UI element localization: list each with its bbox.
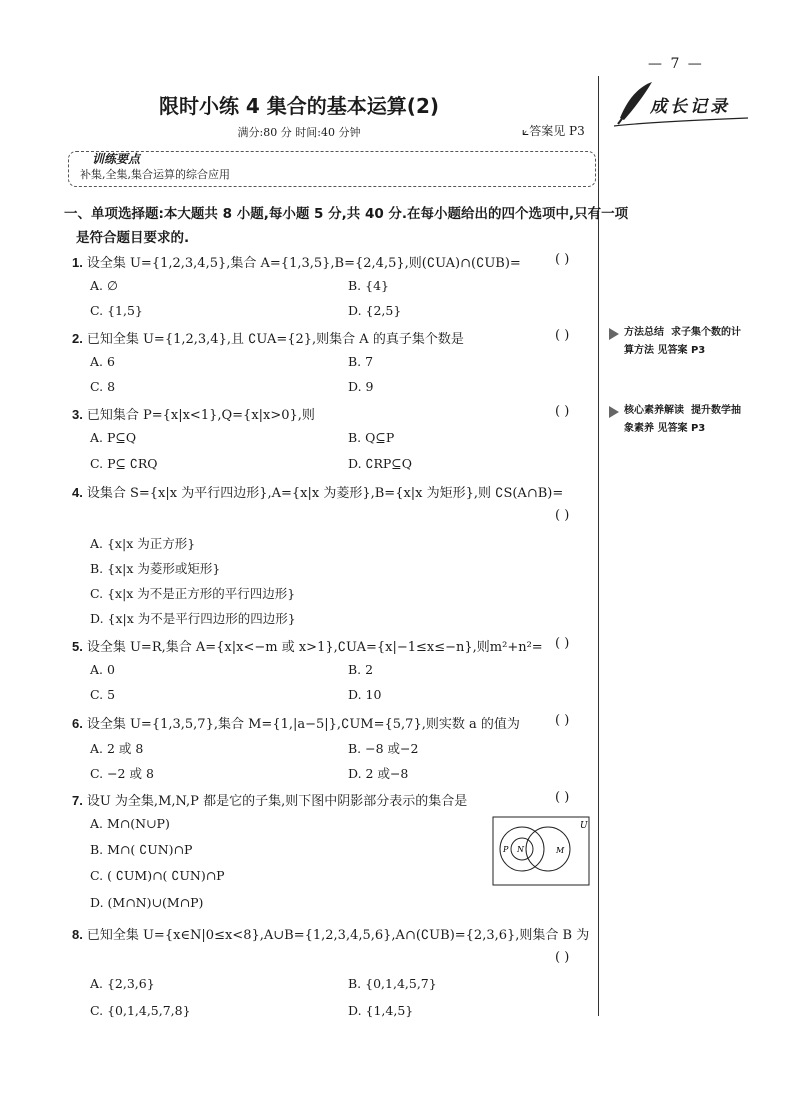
q6-option-d: D. 2 或−8 [348,766,409,781]
q5-option-a: A. 0 [90,662,115,677]
q8-option-c: C. {0,1,4,5,7,8} [90,1003,191,1018]
q4-option-d: D. {x|x 为不是平行四边形的四边形} [90,611,296,626]
q6-option-b: B. −8 或−2 [348,741,419,756]
q1-option-b: B. {4} [348,278,389,293]
question-4: 4. 设集合 S={x|x 为平行四边形},A={x|x 为菱形},B={x|x 为矩形},则 ∁S(A∩B)= [72,485,564,501]
venn-label-u: U [580,821,588,831]
answer-paren-3: ( ) [555,404,570,419]
q4-option-c: C. {x|x 为不是正方形的平行四边形} [90,586,296,601]
q3-option-d: D. ∁RP⊆Q [348,456,413,471]
q8-option-d: D. {1,4,5} [348,1003,414,1018]
answer-reference: ⟀答案见 P3 [522,124,585,138]
q7-option-b: B. M∩( ∁UN)∩P [90,842,193,857]
q1-option-c: C. {1,5} [90,303,143,318]
question-1: 1. 设全集 U={1,2,3,4,5},集合 A={1,3,5},B={2,4,5},则(∁UA)∩(∁UB)= [72,255,521,271]
answer-paren-8: ( ) [555,950,570,965]
question-7: 7. 设U 为全集,M,N,P 都是它的子集,则下图中阴影部分表示的集合是 [72,793,468,809]
q8-option-b: B. {0,1,4,5,7} [348,976,437,991]
page-title: 限时小练 4 集合的基本运算(2) [158,94,440,118]
venn-label-m: M [556,846,565,855]
venn-diagram [492,816,590,886]
training-focus-title: 训练要点 [92,152,141,166]
question-3: 3. 已知集合 P={x|x<1},Q={x|x>0},则 [72,407,315,423]
arrow-marker-icon [609,406,619,418]
question-6: 6. 设全集 U={1,3,5,7},集合 M={1,|a−5|},∁UM={5,7},则实数 a 的值为 [72,716,520,732]
sidebar-note-2: 核心素养解读 提升数学抽 象素养 见答案 P3 [624,405,741,434]
q5-option-c: C. 5 [90,687,116,702]
answer-paren-7: ( ) [555,790,570,805]
question-8: 8. 已知全集 U={x∈N|0≤x<8},A∪B={1,2,3,4,5,6},A∩(∁UB)={2,3,6},则集合 B 为 [72,927,590,943]
q3-option-c: C. P⊆ ∁RQ [90,456,158,471]
answer-paren-5: ( ) [555,636,570,651]
venn-label-p: P [503,845,509,854]
question-2: 2. 已知全集 U={1,2,3,4},且 ∁UA={2},则集合 A 的真子集个数是 [72,331,464,347]
training-focus-body: 补集,全集,集合运算的综合应用 [80,168,230,181]
q4-option-a: A. {x|x 为正方形} [90,536,196,551]
q3-option-a: A. P⊆Q [90,430,137,445]
q4-option-b: B. {x|x 为菱形或矩形} [90,561,221,576]
q3-option-b: B. Q⊆P [348,430,395,445]
q5-option-b: B. 2 [348,662,374,677]
venn-label-n: N [517,845,524,854]
q6-option-c: C. −2 或 8 [90,766,154,781]
q1-option-a: A. ∅ [90,278,118,293]
corner-mark-icon: ⟀ [522,124,530,138]
section-heading-line1: 一、单项选择题:本大题共 8 小题,每小题 5 分,共 40 分.在每小题给出的四个选项中,只有一项 [64,206,629,222]
q1-option-d: D. {2,5} [348,303,402,318]
page-number: — 7 — [648,56,704,72]
q2-option-c: C. 8 [90,379,116,394]
question-5: 5. 设全集 U=R,集合 A={x|x<−m 或 x>1},∁UA={x|−1≤x≤−n},则m²+n²= [72,639,543,655]
q7-option-c: C. ( ∁UM)∩( ∁UN)∩P [90,868,225,883]
answer-paren-2: ( ) [555,328,570,343]
q7-option-a: A. M∩(N∪P) [90,816,170,831]
q8-option-a: A. {2,3,6} [90,976,155,991]
q2-option-d: D. 9 [348,379,374,394]
arrow-marker-icon [609,328,619,340]
answer-paren-6: ( ) [555,713,570,728]
answer-paren-1: ( ) [555,252,570,267]
section-heading-line2: 是符合题目要求的. [76,230,190,246]
q7-option-d: D. (M∩N)∪(M∩P) [90,895,204,910]
answer-paren-4: ( ) [555,508,570,523]
q6-option-a: A. 2 或 8 [90,741,144,756]
sidebar-note-1: 方法总结 求子集个数的计 算方法 见答案 P3 [624,327,741,356]
score-time-meta: 满分:80 分 时间:40 分钟 [237,126,361,139]
sidebar-logo-text: 成长记录 [650,97,730,117]
q2-option-b: B. 7 [348,354,374,369]
q5-option-d: D. 10 [348,687,382,702]
q2-option-a: A. 6 [90,354,115,369]
